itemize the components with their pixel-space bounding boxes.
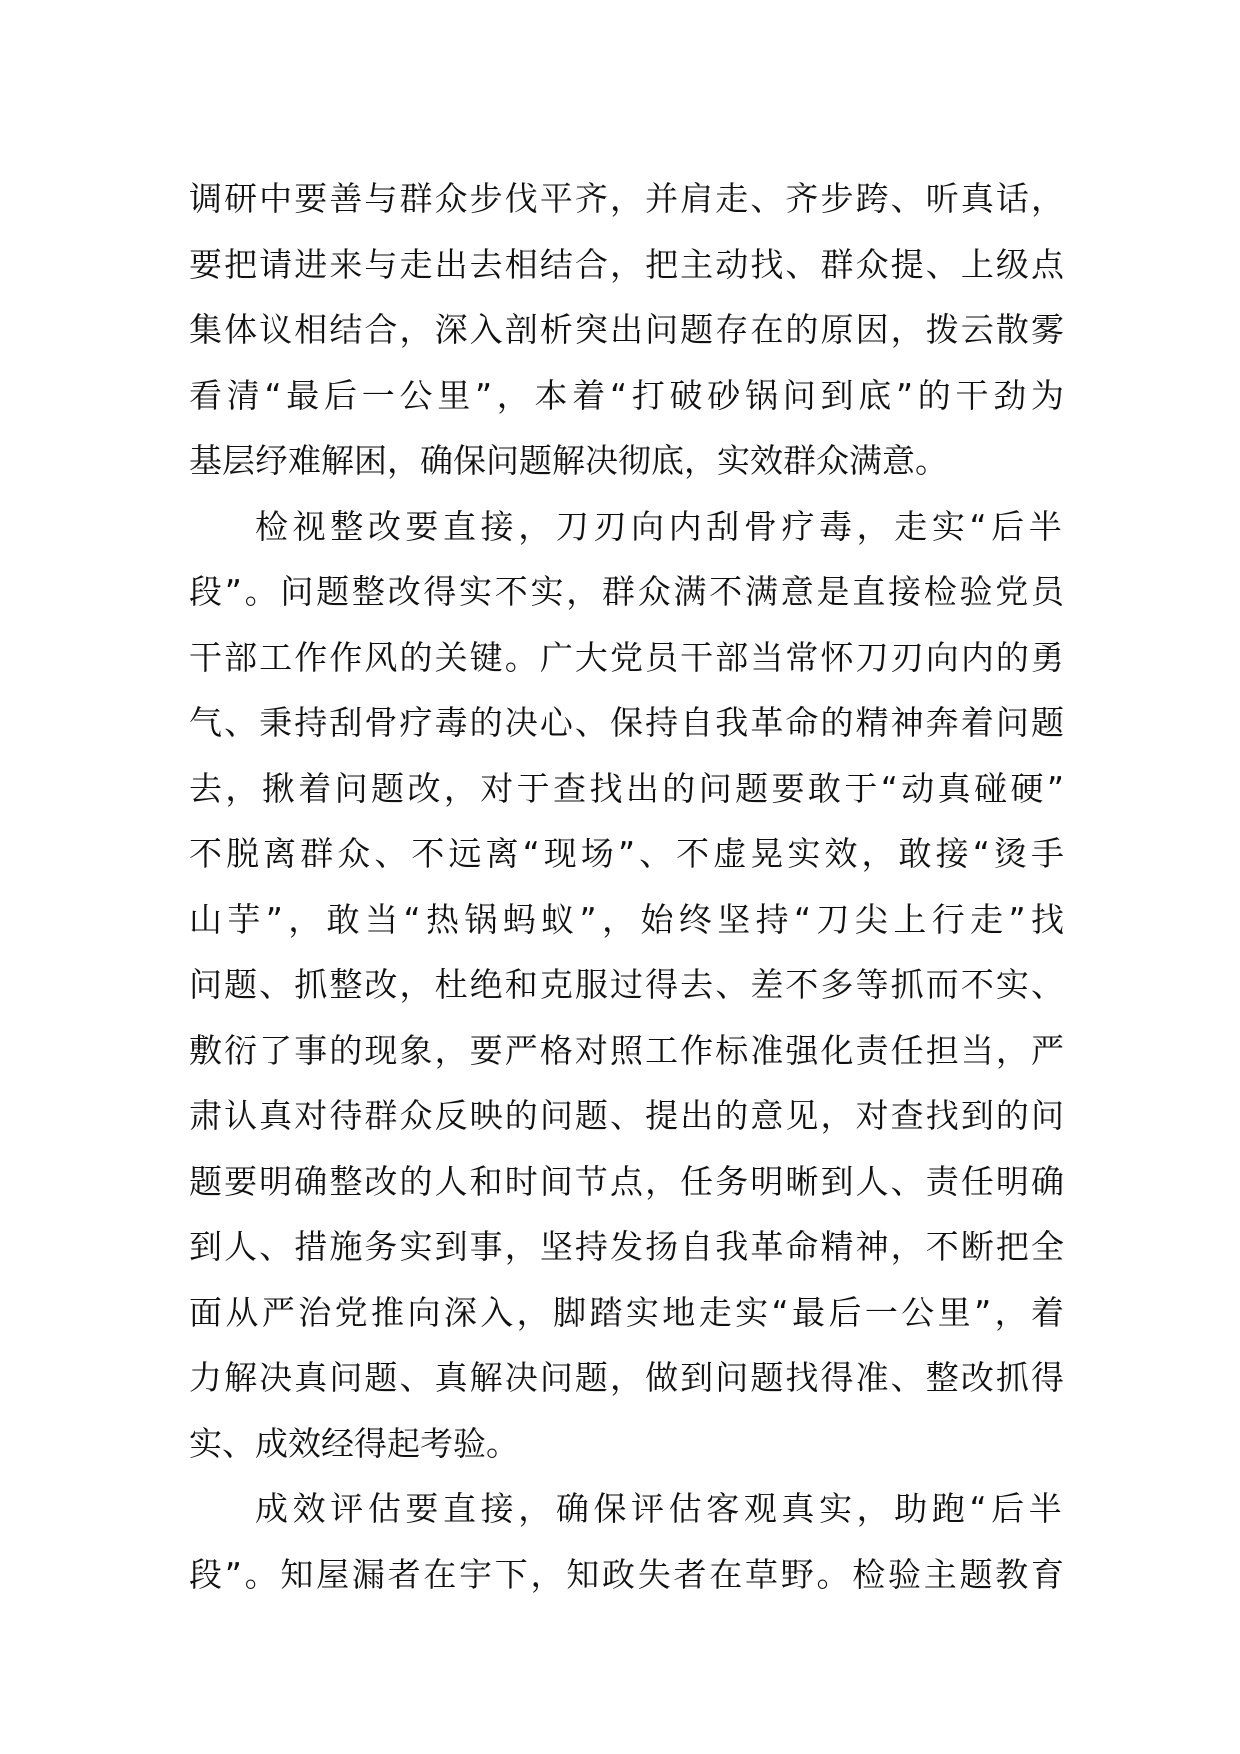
text-line: 要把请进来与走出去相结合，把主动找、群众提、上级点 — [189, 244, 1064, 284]
text-line: 段”。知屋漏者在宇下，知政失者在草野。检验主题教育 — [189, 1554, 1064, 1594]
text-line: 题要明确整改的人和时间节点，任务明晰到人、责任明确 — [189, 1161, 1064, 1201]
text-line: 力解决真问题、真解决问题，做到问题找得准、整改抓得 — [189, 1358, 1064, 1397]
text-line: 去，揪着问题改，对于查找出的问题要敢于“动真碰硬” — [189, 768, 1064, 808]
paragraph — [189, 1476, 1064, 1607]
body-text — [189, 166, 1064, 1607]
text-line: 基层纾难解困，确保问题解决彻底，实效群众满意。 — [189, 441, 948, 480]
paragraph — [189, 494, 1064, 1477]
text-line: 检视整改要直接，刀刃向内刮骨疗毒，走实“后半 — [255, 506, 1064, 546]
text-line: 调研中要善与群众步伐平齐，并肩走、齐步跨、听真话， — [189, 179, 1064, 218]
text-line: 不脱离群众、不远离“现场”、不虚晃实效，敢接“烫手 — [189, 834, 1064, 873]
text-line: 实、成效经得起考验。 — [189, 1423, 519, 1463]
paragraph — [189, 166, 1064, 494]
text-line: 段”。问题整改得实不实，群众满不满意是直接检验党员 — [189, 572, 1064, 611]
text-line: 敷衍了事的现象，要严格对照工作标准强化责任担当，严 — [189, 1030, 1064, 1070]
text-line: 问题、抓整改，杜绝和克服过得去、差不多等抓而不实、 — [189, 965, 1064, 1004]
text-line: 气、秉持刮骨疗毒的决心、保持自我革命的精神奔着问题 — [189, 703, 1064, 742]
text-line: 面从严治党推向深入，脚踏实地走实“最后一公里”，着 — [189, 1292, 1064, 1332]
text-line: 集体议相结合，深入剖析突出问题存在的原因，拨云散雾 — [189, 310, 1064, 349]
text-line: 肃认真对待群众反映的问题、提出的意见，对查找到的问 — [189, 1096, 1064, 1135]
text-line: 山芋”，敢当“热锅蚂蚁”，始终坚持“刀尖上行走”找 — [189, 899, 1064, 939]
text-line: 到人、措施务实到事，坚持发扬自我革命精神，不断把全 — [189, 1227, 1064, 1266]
text-line: 干部工作作风的关键。广大党员干部当常怀刀刃向内的勇 — [189, 637, 1064, 677]
text-line: 成效评估要直接，确保评估客观真实，助跑“后半 — [255, 1489, 1064, 1528]
text-line: 看清“最后一公里”，本着“打破砂锅问到底”的干劲为 — [189, 375, 1064, 415]
